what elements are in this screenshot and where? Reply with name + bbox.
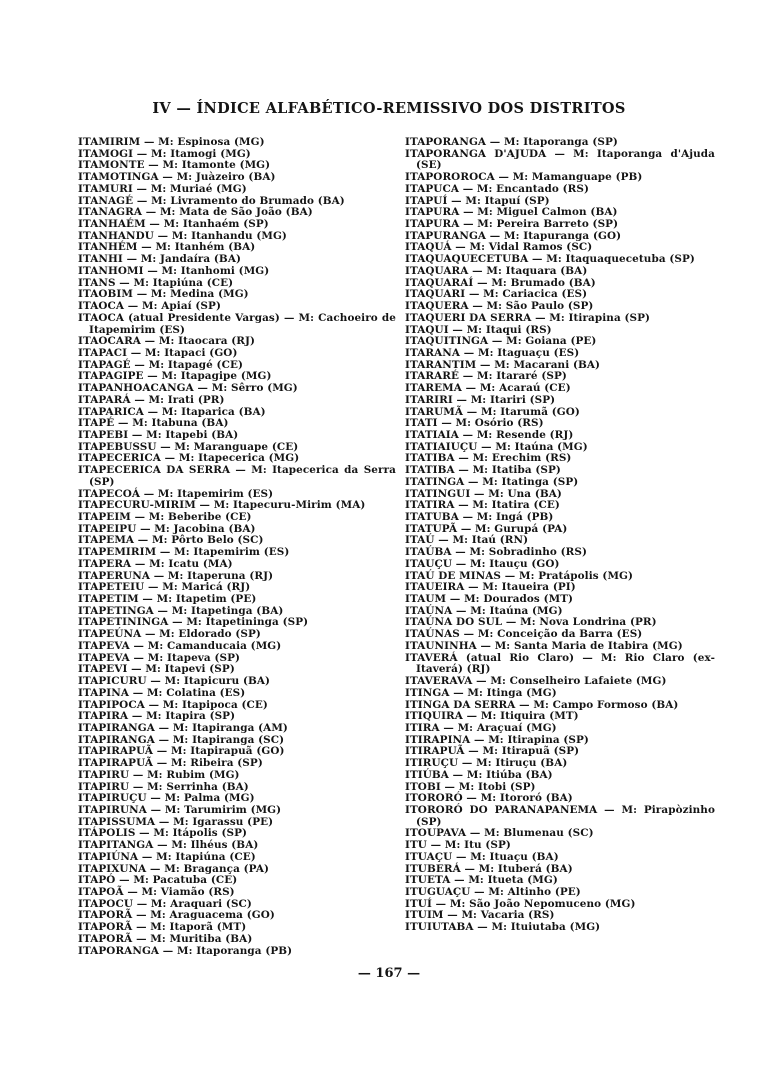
district-entry: ITAOCA (atual Presidente Vargas) — M: Cachoeiro de Itapemirim (ES): [78, 311, 396, 336]
district-entry: ITAPINA — M: Colatina (ES): [78, 686, 246, 699]
district-entry: ITAPEVA — M: Itapeva (SP): [78, 651, 241, 664]
district-entry: ITAOCA — M: Apiaí (SP): [78, 300, 221, 313]
right-column: [405, 137, 715, 934]
district-entry: ITAPURA — M: Miguel Calmon (BA): [405, 206, 618, 219]
district-entry: ITIRUÇU — M: Itiruçu (BA): [405, 757, 568, 770]
district-entry: ITAPEIM — M: Beberibe (CE): [78, 511, 252, 523]
district-entry: ITAPEVA — M: Camanducaia (MG): [78, 639, 282, 652]
district-entry: ITATINGA — M: Itatinga (SP): [405, 475, 579, 488]
district-entry: ITAÚ — M: Itaú (RN): [405, 534, 529, 547]
district-entry: ITUETA — M: Itueta (MG): [405, 874, 558, 887]
page-number: — 167 —: [357, 966, 421, 981]
district-entry: ITATUBA — M: Ingá (PB): [405, 511, 554, 523]
district-entry: ITAÚNA DO SUL — M: Nova Londrina (PR): [405, 616, 657, 629]
district-entry: ITAPIÚNA — M: Itapiúna (CE): [78, 850, 256, 863]
district-entry: ITAPEÚNA — M: Eldorado (SP): [78, 628, 261, 641]
district-entry: ITIÚBA — M: Itiúba (BA): [405, 768, 553, 781]
district-entry: ITANHAÉM — M: Itanhaém (SP): [78, 218, 269, 231]
district-entry: ITAUNINHA — M: Santa Maria de Itabira (MG): [405, 639, 683, 652]
district-entry: ITAPIRU — M: Serrinha (BA): [78, 780, 249, 793]
district-entry: ITAMIRIM — M: Espinosa (MG): [78, 136, 265, 148]
district-entry: ITAQUÁ — M: Vidal Ramos (SC): [405, 241, 593, 254]
district-entry: ITAPOÃ — M: Viamão (RS): [78, 886, 235, 898]
district-entry: ITAPIRANGA — M: Itapiranga (SC): [78, 733, 285, 746]
district-entry: ITAPIRU — M: Rubim (MG): [78, 768, 240, 781]
district-entry: ITAPOCU — M: Araquari (SC): [78, 897, 252, 910]
district-entry: ITAPICURU — M: Itapicuru (BA): [78, 675, 271, 688]
district-entry: ITAQUI — M: Itaqui (RS): [405, 323, 552, 336]
left-column: [78, 137, 396, 957]
district-entry: ITAPIRUNA — M: Tarumirim (MG): [78, 803, 282, 816]
district-entry: ITAPECURU-MIRIM — M: Itapecuru-Mirim (MA): [78, 499, 366, 512]
district-entry: ITAOBIM — M: Medina (MG): [78, 288, 249, 301]
district-entry: ITATIAIUÇU — M: Itaúna (MG): [405, 440, 588, 453]
district-entry: ITAPÓ — M: Pacatuba (CE): [78, 874, 238, 887]
district-entry: ITAPUCA — M: Encantado (RS): [405, 182, 589, 195]
district-entry: ITANAGRA — M: Mata de São João (BA): [78, 206, 313, 219]
district-entry: ITÁPOLIS — M: Itápolis (SP): [78, 827, 248, 840]
district-entry: ITAPORÃ — M: Muritiba (BA): [78, 932, 253, 945]
district-entry: ITUBERÁ — M: Ituberá (BA): [405, 862, 573, 875]
district-entry: ITAPORÃ — M: Araguacema (GO): [78, 909, 275, 922]
district-entry: ITAPETININGA — M: Itapetininga (SP): [78, 616, 309, 629]
district-entry: ITATUPÃ — M: Gurupá (PA): [405, 522, 568, 535]
district-entry: ITAQUARA — M: Itaquara (BA): [405, 264, 588, 277]
district-entry: ITAPECERICA DA SERRA — M: Itapecerica da Serra (SP): [78, 464, 396, 488]
district-entry: ITAPIXUNA — M: Bragança (PA): [78, 862, 269, 875]
district-entry: ITORORÓ — M: Itororó (BA): [405, 792, 573, 805]
district-entry: ITIRAPINA — M: Itirapina (SP): [405, 733, 589, 746]
district-entry: ITAMURI — M: Muriaé (MG): [78, 182, 247, 195]
district-entry: ITAPEIPU — M: Jacobina (BA): [78, 522, 256, 535]
district-entry: ITAPUÍ — M: Itapuí (SP): [405, 194, 550, 207]
district-entry: ITARARÉ — M: Itararé (SP): [405, 370, 567, 383]
district-entry: ITAPAGIPE — M: Itapagipe (MG): [78, 370, 272, 383]
district-entry: ITAQUAQUECETUBA — M: Itaquaquecetuba (SP): [405, 253, 695, 266]
district-entry: ITAPEMA — M: Pôrto Belo (SC): [78, 534, 264, 547]
district-entry: ITAMONTE — M: Itamonte (MG): [78, 159, 271, 172]
page-title: IV — ÍNDICE ALFABÉTICO-REMISSIVO DOS DISTRITOS: [152, 100, 626, 117]
district-entry: ITIQUIRA — M: Itiquira (MT): [405, 710, 579, 723]
district-entry: ITAPIRAPUÃ — M: Ribeira (SP): [78, 757, 263, 770]
district-entry: ITAPETEIU — M: Maricá (RJ): [78, 581, 251, 594]
district-entry: ITAQUARAÍ — M: Brumado (BA): [405, 276, 596, 289]
district-entry: ITAPANHOACANGA — M: Sêrro (MG): [78, 382, 298, 395]
district-entry: ITAPERA — M: Icatu (MA): [78, 557, 233, 570]
district-entry: ITINGA — M: Itinga (MG): [405, 686, 557, 699]
district-entry: ITATIRA — M: Itatira (CE): [405, 499, 560, 512]
district-entry: ITAUM — M: Dourados (MT): [405, 593, 574, 606]
district-entry: ITAUEIRA — M: Itaueira (PI): [405, 581, 576, 594]
district-entry: ITIRA — M: Araçuaí (MG): [405, 721, 557, 734]
district-entry: ITOBI — M: Itobi (SP): [405, 780, 536, 793]
district-entry: ITAPETIM — M: Itapetim (PE): [78, 593, 257, 606]
district-entry: ITAPITANGA — M: Ilhéus (BA): [78, 839, 259, 852]
district-entry: ITAPIRUÇU — M: Palma (MG): [78, 792, 255, 805]
district-entry: ITAÚ DE MINAS — M: Pratápolis (MG): [405, 569, 634, 582]
district-entry: ITAPERUNA — M: Itaperuna (RJ): [78, 569, 274, 582]
district-entry: ITUAÇU — M: Ituaçu (BA): [405, 850, 559, 863]
district-entry: ITANHÉM — M: Itanhém (BA): [78, 241, 256, 254]
district-entry: ITAÚNA — M: Itaúna (MG): [405, 604, 563, 617]
district-entry: ITARUMÃ — M: Itarumã (GO): [405, 405, 580, 418]
district-entry: ITAMOTINGA — M: Juàzeiro (BA): [78, 171, 276, 184]
district-entry: ITAQUERA — M: São Paulo (SP): [405, 300, 594, 313]
district-entry: ITATI — M: Osório (RS): [405, 417, 544, 430]
district-entry: ITAREMA — M: Acaraú (CE): [405, 382, 571, 395]
district-entry: ITARIRI — M: Itariri (SP): [405, 393, 556, 406]
district-entry: ITAPIRA — M: Itapira (SP): [78, 710, 236, 723]
district-entry: ITANAGÉ — M: Livramento do Brumado (BA): [78, 194, 345, 207]
district-entry: ITATIAIA — M: Resende (RJ): [405, 428, 574, 441]
district-entry: ITAPEVI — M: Itapevi (SP): [78, 663, 235, 676]
district-entry: ITATINGUI — M: Una (BA): [405, 487, 562, 500]
district-entry: ITAPOROROCA — M: Mamanguape (PB): [405, 171, 643, 184]
district-entry: ITATIBA — M: Erechim (RS): [405, 452, 572, 465]
district-entry: ITAVERÁ (atual Rio Claro) — M: Rio Claro (ex-Itaverá) (RJ): [405, 651, 715, 676]
district-entry: ITAUÇU — M: Itauçu (GO): [405, 557, 560, 570]
district-entry: ITUGUAÇU — M: Altinho (PE): [405, 886, 581, 898]
district-entry: ITAPETINGA — M: Itapetinga (BA): [78, 604, 284, 617]
district-entry: ITAPURA — M: Pereira Barreto (SP): [405, 218, 619, 231]
district-entry: ITARANA — M: Itaguaçu (ES): [405, 346, 580, 359]
district-entry: ITAPEMIRIM — M: Itapemirim (ES): [78, 546, 290, 559]
district-entry: ITAQUERI DA SERRA — M: Itirapina (SP): [405, 311, 651, 324]
district-entry: ITAPARÁ — M: Irati (PR): [78, 393, 225, 406]
district-entry: ITAPEBUSSU — M: Maranguape (CE): [78, 440, 299, 453]
district-entry: ITINGA DA SERRA — M: Campo Formoso (BA): [405, 698, 679, 711]
district-entry: ITAPACI — M: Itapaci (GO): [78, 346, 238, 359]
district-entry: ITANS — M: Itapiúna (CE): [78, 276, 234, 289]
district-entry: ITAPIPOCA — M: Itapipoca (CE): [78, 698, 268, 711]
district-entry: ITUÍ — M: São João Nepomuceno (MG): [405, 897, 636, 910]
district-entry: ITAÚBA — M: Sobradinho (RS): [405, 546, 588, 559]
district-entry: ITAPORANGA D'AJUDA — M: Itaporanga d'Ajuda (SE): [405, 147, 715, 172]
district-entry: ITUIM — M: Vacaria (RS): [405, 909, 555, 922]
district-entry: ITUIUTABA — M: Ituiutaba (MG): [405, 921, 601, 934]
district-entry: ITAPAGÉ — M: Itapagé (CE): [78, 358, 243, 371]
district-entry: ITIRAPUÃ — M: Itirapuã (SP): [405, 745, 580, 758]
district-entry: ITAPORÃ — M: Itaporã (MT): [78, 921, 247, 934]
district-entry: ITAPEBI — M: Itapebi (BA): [78, 428, 239, 441]
district-entry: ITORORÓ DO PARANAPANEMA — M: Pirapòzinho (SP): [405, 803, 715, 828]
district-entry: ITANHANDU — M: Itanhandu (MG): [78, 229, 287, 242]
district-entry: ITAQUARI — M: Cariacica (ES): [405, 288, 588, 301]
district-entry: ITAVERAVA — M: Conselheiro Lafaiete (MG): [405, 675, 667, 688]
district-entry: ITAPORANGA — M: Itaporanga (PB): [78, 944, 293, 957]
district-entry: ITAPÉ — M: Itabuna (BA): [78, 417, 229, 430]
district-entry: ITAMOGI — M: Itamogi (MG): [78, 147, 251, 160]
district-entry: ITARANTIM — M: Macarani (BA): [405, 358, 601, 371]
district-entry: ITAQUITINGA — M: Goiana (PE): [405, 335, 597, 348]
district-entry: ITAPISSUMA — M: Igarassu (PE): [78, 815, 274, 828]
district-entry: ITANHOMI — M: Itanhomi (MG): [78, 264, 270, 277]
district-entry: ITAPORANGA — M: Itaporanga (SP): [405, 136, 618, 148]
district-entry: ITATIBA — M: Itatiba (SP): [405, 464, 561, 477]
district-entry: ITOUPAVA — M: Blumenau (SC): [405, 827, 594, 840]
district-entry: ITAÚNAS — M: Conceição da Barra (ES): [405, 628, 643, 641]
district-entry: ITAPURANGA — M: Itapuranga (GO): [405, 229, 622, 242]
district-entry: ITAPARICA — M: Itaparica (BA): [78, 405, 266, 418]
district-entry: ITAPECERICA — M: Itapecerica (MG): [78, 452, 300, 465]
district-entry: ITAPIRAPUÃ — M: Itapirapuã (GO): [78, 745, 285, 758]
district-entry: ITAPIRANGA — M: Itapiranga (AM): [78, 721, 288, 734]
district-entry: ITANHI — M: Jandaíra (BA): [78, 253, 241, 266]
district-entry: ITAPECOÁ — M: Itapemirim (ES): [78, 487, 274, 500]
district-entry: ITU — M: Itu (SP): [405, 839, 511, 852]
district-entry: ITAOCARA — M: Itaocara (RJ): [78, 335, 256, 348]
